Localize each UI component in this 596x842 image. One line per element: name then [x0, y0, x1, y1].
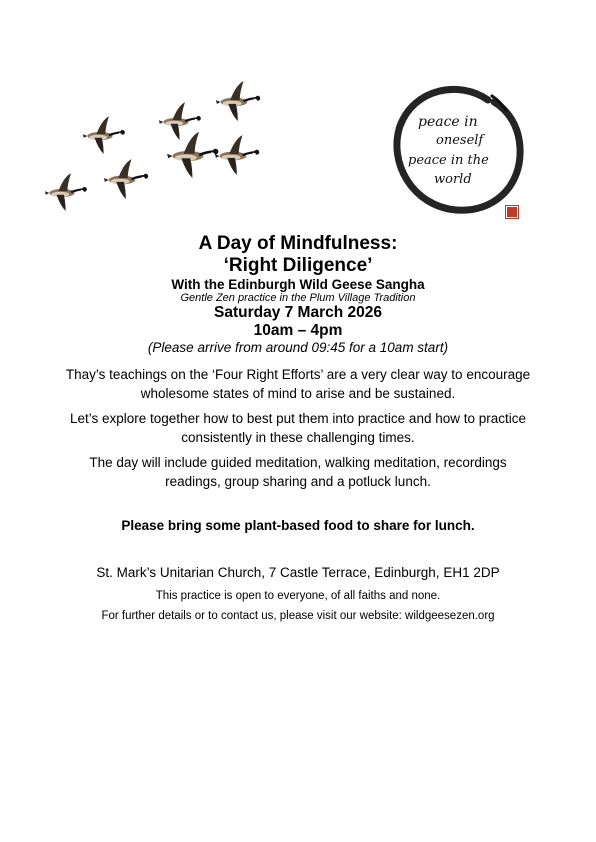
schedule-paragraph: The day will include guided meditation, walking meditation, recordings readings, group sharing and a potluck lunch. — [89, 455, 507, 489]
goose-2 — [159, 102, 201, 140]
page-subtitle: ‘Right Diligence’ — [223, 255, 373, 276]
sangha-name: With the Edinburgh Wild Geese Sangha — [171, 277, 425, 292]
contact-line: For further details or to contact us, please visit our website: wildgeesezen.org — [101, 610, 495, 622]
calligraphy-line-3: peace in the — [408, 153, 489, 168]
goose-4 — [167, 132, 218, 178]
event-time: 10am – 4pm — [253, 322, 343, 339]
calligraphy-line-2: oneself — [436, 133, 484, 148]
red-seal-stamp — [506, 206, 518, 218]
arrival-note: (Please arrive from around 09:45 for a 10am start) — [147, 340, 449, 355]
venue-address: St. Mark’s Unitarian Church, 7 Castle Terrace, Edinburgh, EH1 2DP — [96, 565, 500, 580]
calligraphy-line-4: world — [434, 172, 472, 187]
goose-1 — [216, 81, 260, 121]
flyer-content — [0, 233, 596, 622]
bring-food-note: Please bring some plant-based food to share for lunch. — [121, 518, 475, 533]
page-title: A Day of Mindfulness: — [198, 233, 398, 254]
explore-paragraph: Let’s explore together how to best put them into practice and how to practice consistently in these challenging times. — [69, 411, 527, 445]
tradition-line: Gentle Zen practice in the Plum Village Tradition — [180, 292, 416, 304]
intro-paragraph: Thay’s teachings on the ‘Four Right Efforts’ are a very clear way to encourage wholesome states of mind to arise and be sustained. — [65, 367, 531, 401]
goose-6 — [104, 159, 148, 199]
goose-5 — [215, 135, 259, 175]
flying-geese-illustration — [38, 78, 278, 218]
calligraphy-line-1: peace in — [418, 114, 478, 130]
goose-3 — [83, 116, 125, 154]
enso-calligraphy — [390, 82, 528, 220]
event-date: Saturday 7 March 2026 — [213, 304, 382, 321]
open-to-all-note: This practice is open to everyone, of all faiths and none. — [155, 590, 441, 602]
goose-7 — [45, 173, 87, 211]
